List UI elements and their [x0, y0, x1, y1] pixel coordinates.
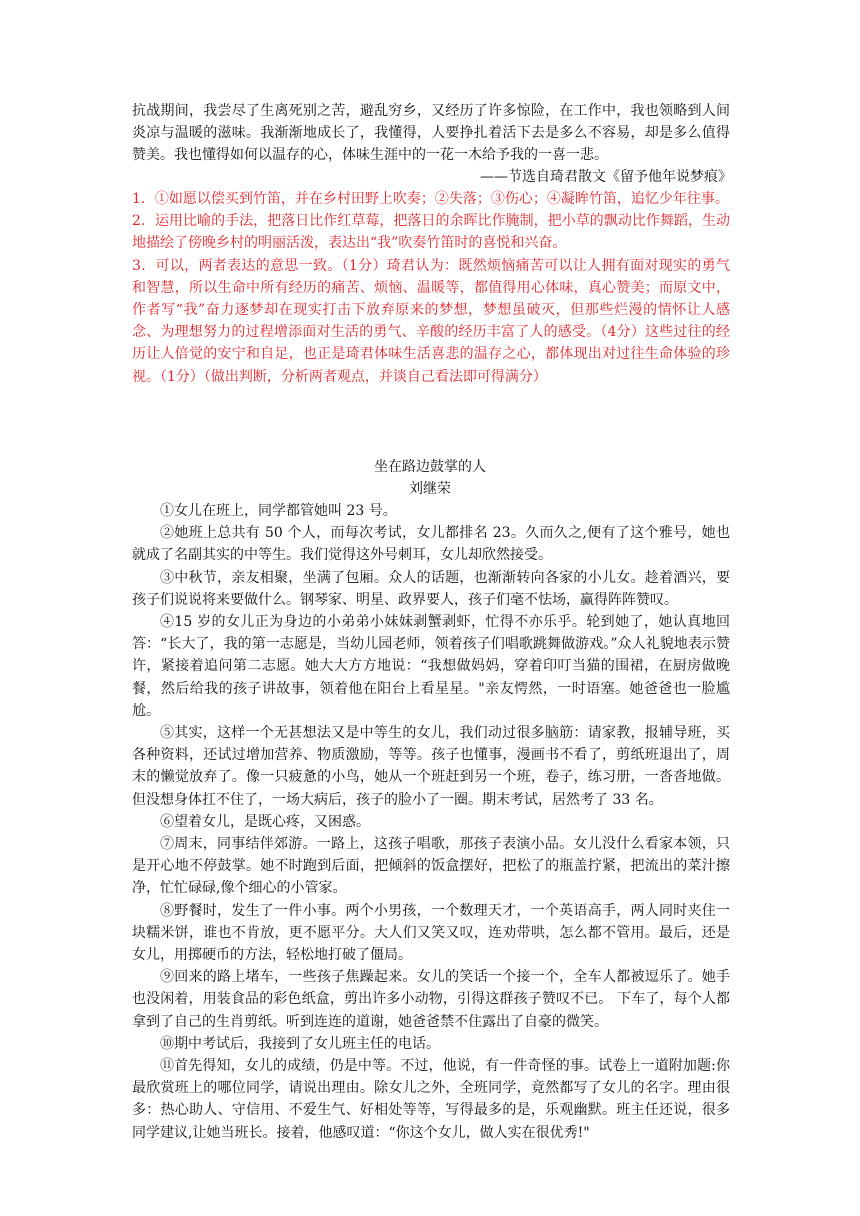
story-paragraph-3: ③中秋节，亲友相聚，坐满了包厢。众人的话题，也渐渐转向各家的小儿女。趁着酒兴，要孩子们说说将来要做什么。钢琴家、明星、政界要人，孩子们毫不怯场，赢得阵阵赞叹。	[132, 569, 730, 608]
answer-item-2: 2．运用比喻的手法，把落日比作红草莓，把落日的余晖比作腌制，把小草的飘动比作舞蹈，生动地描绘了傍晚乡村的明丽活泼，表达出“我”吹奏竹笛时的喜悦和兴奋。	[132, 213, 730, 252]
answer-section	[132, 188, 730, 388]
story-paragraph-5: ⑤其实，这样一个无甚想法又是中等生的女儿，我们动过很多脑筋：请家教，报辅导班，买各种资料，还试过增加营养、物质激励，等等。孩子也懂事，漫画书不看了，剪纸班退出了，周末的懒觉放弃了。像一只疲惫的小鸟，她从一个班赶到另一个班，卷子，练习册，一沓沓地做。但没想身体扛不住了，一场大病后，孩子的脸小了一圈。期末考试，居然考了 33 名。	[132, 725, 730, 808]
story-paragraph-1: ①女儿在班上，同学都管她叫 23 号。	[160, 503, 397, 519]
story-paragraph-11: ⑪首先得知，女儿的成绩，仍是中等。不过，他说，有一件奇怪的事。试卷上一道附加题:你最欣赏班上的哪位同学，请说出理由。除女儿之外，全班同学，竟然都写了女儿的名字。理由很多：热心助人、守信用、不爱生气、好相处等等，写得最多的是，乐观幽默。班主任还说，很多同学建议,让她当班长。接着，他感叹道：“你这个女儿，做人实在很优秀!"	[132, 1058, 730, 1141]
answer-item-1: 1．①如愿以偿买到竹笛，并在乡村田野上吹奏；②失落；③伤心；④凝眸竹笛，追忆少年往事。	[132, 191, 729, 207]
story-paragraph-4: ④15 岁的女儿正为身边的小弟弟小妹妹剥蟹剥虾，忙得不亦乐乎。轮到她了，她认真地回答：“长大了，我的第一志愿是，当幼儿园老师，领着孩子们唱歌跳舞做游戏。”众人礼貌地表示赞许，紧接着追问第二志愿。她大大方方地说：“我想做妈妈，穿着印叮当猫的围裙，在厨房做晚餐，然后给我的孩子讲故事，领着他在阳台上看星星。"亲友愕然，一时语塞。她爸爸也一脸尴尬。	[132, 614, 730, 719]
story-paragraph-9: ⑨回来的路上堵车，一些孩子焦躁起来。女儿的笑话一个接一个，全车人都被逗乐了。她手也没闲着，用装食品的彩色纸盒，剪出许多小动物，引得这群孩子赞叹不已。 下车了，每个人都拿到了自己的生肖剪纸。听到连连的道谢，她爸爸禁不住露出了自豪的微笑。	[132, 969, 730, 1030]
story-paragraph-6: ⑥望着女儿，是既心疼，又困惑。	[160, 813, 370, 830]
story-title: 坐在路边鼓掌的人	[374, 459, 486, 475]
story-paragraph-8: ⑧野餐时，发生了一件小事。两个小男孩，一个数理天才，一个英语高手，两人同时夹住一块糯米饼，谁也不肯放，更不愿平分。大人们又笑又叹，连劝带哄，怎么都不管用。最后，还是女儿，用掷硬币的方法，轻松地打破了僵局。	[132, 902, 730, 964]
story-author: 刘继荣	[409, 481, 451, 497]
answer-item-3: 3．可以，两者表达的意思一致。（1分）琦君认为：既然烦恼痛苦可以让人拥有面对现实的勇气和智慧，所以生命中所有经历的痛苦、烦恼、温暖等，都值得用心体味，真心赞美；而原文中，作者写“我”奋力逐梦却在现实打击下放弃原来的梦想，梦想虽破灭，但那些烂漫的情怀让人感念、为理想努力的过程增添面对生活的勇气、辛酸的经历丰富了人的感受。（4分）这些过往的经历让人倍觉的安宁和自足，也正是琦君体味生活喜悲的温存之心，都体现出对过往生命体验的珍视。（1分）（做出判断，分析两者观点，并谈自己看法即可得满分）	[132, 257, 730, 385]
excerpt-source: ——节选自琦君散文《留予他年说梦痕》	[480, 169, 732, 185]
story-paragraph-2: ②她班上总共有 50 个人，而每次考试，女儿都排名 23。久而久之,便有了这个雅号，她也就成了名副其实的中等生。我们觉得这外号刺耳，女儿却欣然接受。	[132, 525, 730, 564]
story-body	[132, 500, 730, 1144]
excerpt-paragraph: 抗战期间，我尝尽了生离死别之苦，避乱穷乡，又经历了许多惊险，在工作中，我也领略到人间炎凉与温暖的滋味。我渐渐地成长了，我懂得，人要挣扎着活下去是多么不容易，却是多么值得赞美。我也懂得如何以温存的心，体味生涯中的一花一木给予我的一喜一悲。	[132, 103, 730, 164]
story-paragraph-10: ⑩期中考试后，我接到了女儿班主任的电话。	[160, 1035, 440, 1052]
story-paragraph-7: ⑦周末，同事结伴郊游。一路上，这孩子唱歌，那孩子表演小品。女儿没什么看家本领，只是开心地不停鼓掌。她不时跑到后面，把倾斜的饭盒摆好，把松了的瓶盖拧紧，把流出的菜汁擦净，忙忙碌碌,像个细心的小管家。	[132, 836, 730, 897]
